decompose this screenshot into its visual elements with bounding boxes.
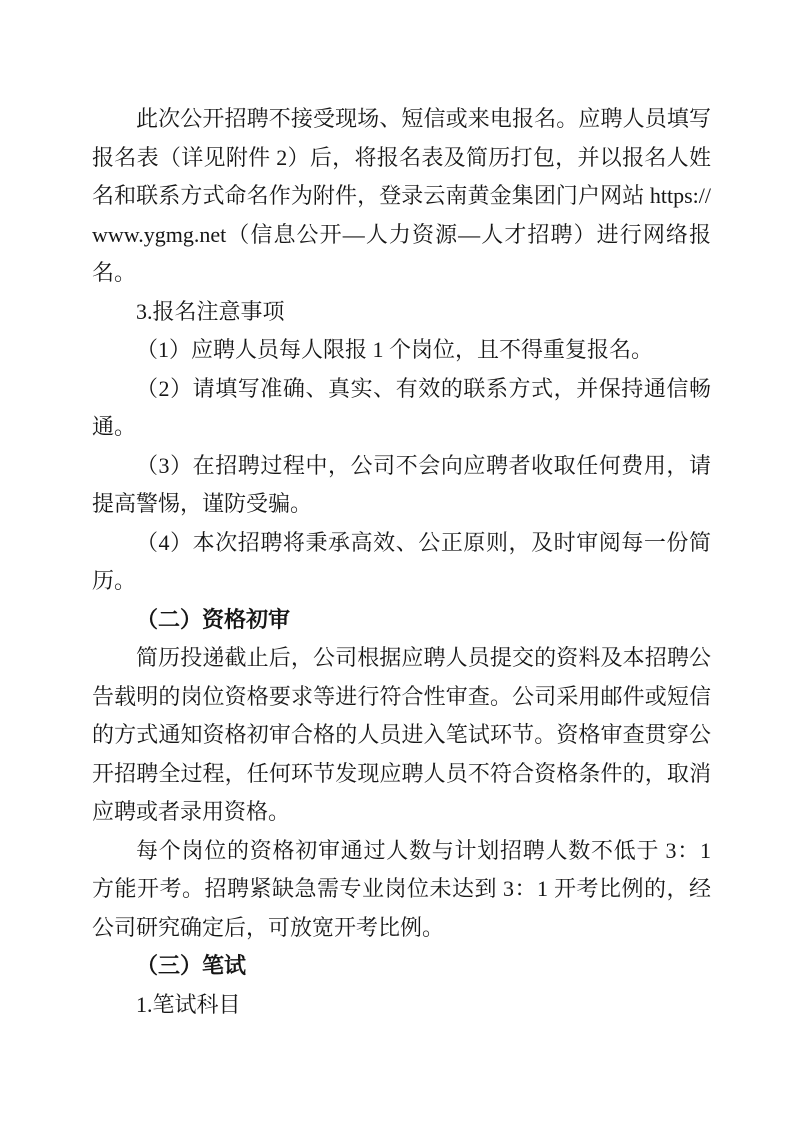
paragraph-note-3: （3）在招聘过程中，公司不会向应聘者收取任何费用，请提高警惕，谨防受骗。 <box>92 452 711 516</box>
paragraph-written-exam-subjects: 1.笔试科目 <box>136 991 241 1017</box>
paragraph-note-2: （2）请填写准确、真实、有效的联系方式，并保持通信畅通。 <box>92 375 711 439</box>
paragraph-application-notes-title: 3.报名注意事项 <box>136 298 285 324</box>
document-text-block <box>92 100 711 1024</box>
paragraph-qualification-review: 简历投递截止后，公司根据应聘人员提交的资料及本招聘公告载明的岗位资格要求等进行符合性审查。公司采用邮件或短信的方式通知资格初审合格的人员进入笔试环节。资格审查贯穿公开招聘全过程，任何环节发现应聘人员不符合资格条件的，取消应聘或者录用资格。 <box>92 645 711 824</box>
paragraph-note-1: （1）应聘人员每人限报 1 个岗位，且不得重复报名。 <box>136 337 654 362</box>
paragraph-exam-ratio: 每个岗位的资格初审通过人数与计划招聘人数不低于 3：1 方能开考。招聘紧缺急需专业岗位未达到 3：1 开考比例的，经公司研究确定后，可放宽开考比例。 <box>92 837 711 940</box>
paragraph-online-application: 此次公开招聘不接受现场、短信或来电报名。应聘人员填写报名表（详见附件 2）后，将报名表及简历打包，并以报名人姓名和联系方式命名作为附件，登录云南黄金集团门户网站 https://www.ygmg.net（信息公开—人力资源—人才招聘）进行网络报名。 <box>92 106 711 285</box>
section-heading-written-exam: （三）笔试 <box>136 953 247 978</box>
paragraph-note-4: （4）本次招聘将秉承高效、公正原则，及时审阅每一份简历。 <box>92 529 711 593</box>
section-heading-qualification-review: （二）资格初审 <box>136 606 291 632</box>
